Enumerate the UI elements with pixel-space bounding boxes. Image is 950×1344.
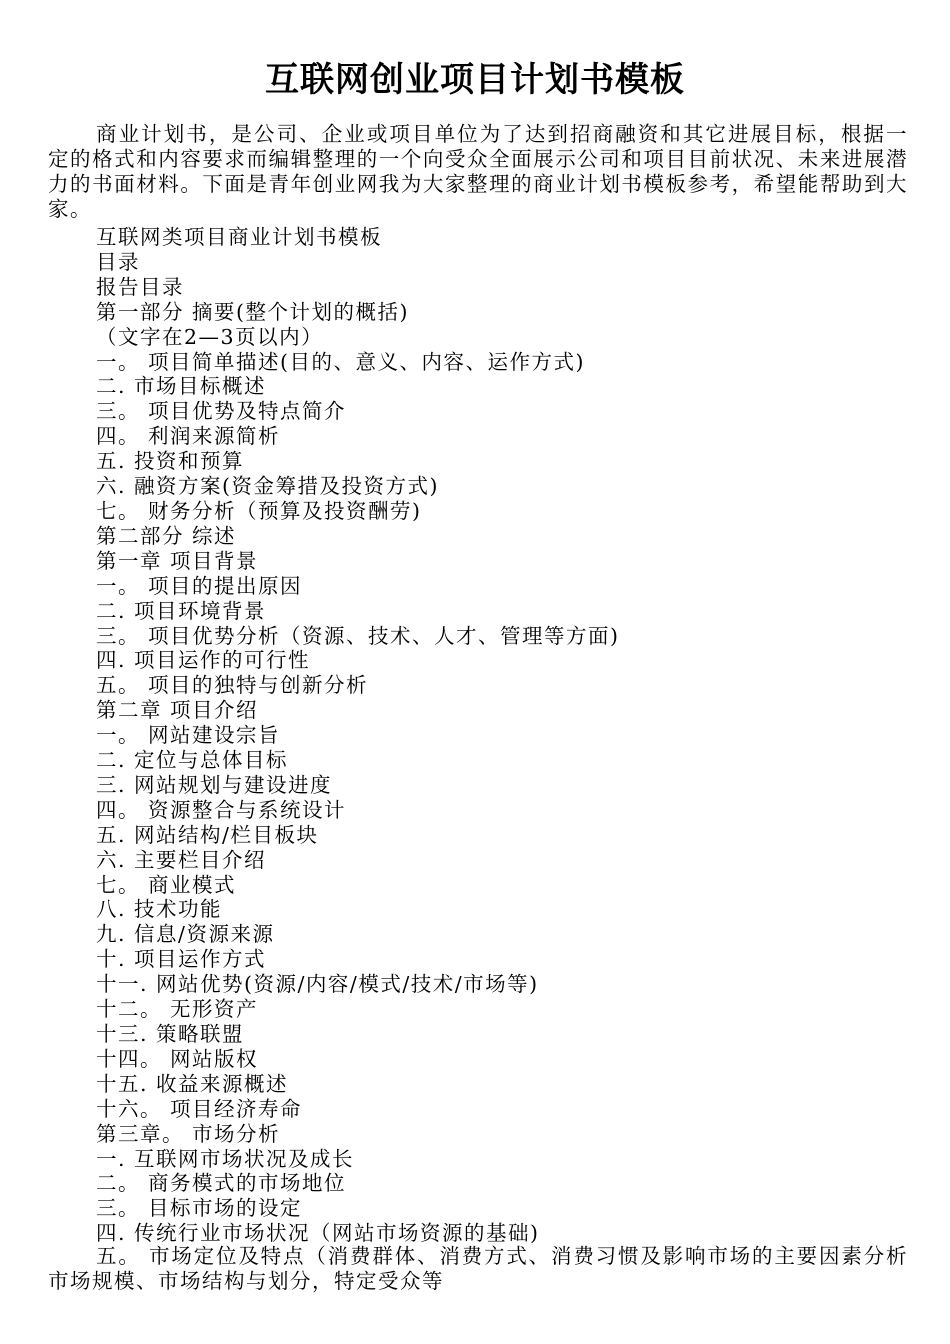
toc-line: 第一部分 摘要(整个计划的概括) bbox=[96, 299, 410, 324]
toc-line: 目录 bbox=[96, 249, 140, 274]
toc-line: 第三章。 市场分析 bbox=[96, 1121, 281, 1146]
toc-line: 四。 资源整合与系统设计 bbox=[96, 797, 347, 822]
toc-line: 第二部分 综述 bbox=[96, 523, 237, 548]
table-of-contents bbox=[96, 225, 916, 1246]
toc-line: 四. 传统行业市场状况（网站市场资源的基础) bbox=[96, 1221, 540, 1246]
toc-line: 三。 项目优势及特点简介 bbox=[96, 399, 347, 424]
toc-line: 七。 商业模式 bbox=[96, 872, 237, 897]
toc-line: 一。 项目简单描述(目的、意义、内容、运作方式) bbox=[96, 349, 586, 374]
toc-line: 二. 项目环境背景 bbox=[96, 598, 267, 623]
toc-line: 四. 项目运作的可行性 bbox=[96, 648, 311, 673]
toc-line: 九. 信息/资源来源 bbox=[96, 922, 275, 947]
toc-line: 四。 利润来源简析 bbox=[96, 424, 281, 449]
toc-line: 十. 项目运作方式 bbox=[96, 947, 267, 972]
toc-line: 二。 商务模式的市场地位 bbox=[96, 1171, 347, 1196]
toc-line: （文字在2—3页以内） bbox=[96, 324, 324, 349]
toc-line: 八. 技术功能 bbox=[96, 897, 223, 922]
toc-line: 十二。 无形资产 bbox=[96, 997, 259, 1022]
toc-line: 七。 财务分析（预算及投资酬劳) bbox=[96, 498, 422, 523]
toc-line: 六. 主要栏目介绍 bbox=[96, 847, 267, 872]
toc-line: 一. 互联网市场状况及成长 bbox=[96, 1146, 355, 1171]
toc-line: 三. 网站规划与建设进度 bbox=[96, 772, 333, 797]
toc-line: 六. 融资方案(资金筹措及投资方式) bbox=[96, 474, 440, 499]
toc-line: 十四。 网站版权 bbox=[96, 1046, 259, 1071]
toc-line: 第一章 项目背景 bbox=[96, 548, 259, 573]
toc-line: 报告目录 bbox=[96, 274, 184, 299]
toc-line: 五. 投资和预算 bbox=[96, 449, 245, 474]
toc-line: 一。 网站建设宗旨 bbox=[96, 723, 281, 748]
toc-line: 第二章 项目介绍 bbox=[96, 698, 259, 723]
toc-line: 十五. 收益来源概述 bbox=[96, 1071, 289, 1096]
toc-line: 五. 网站结构/栏目板块 bbox=[96, 822, 319, 847]
toc-line: 三。 项目优势分析（资源、技术、人才、管理等方面) bbox=[96, 623, 620, 648]
market-positioning-paragraph: 五。 市场定位及特点（消费群体、消费方式、消费习惯及影响市场的主要因素分析市场规模、市场结构与划分，特定受众等 bbox=[48, 1244, 908, 1293]
document-title: 互联网创业项目计划书模板 bbox=[265, 60, 685, 100]
toc-line: 互联网类项目商业计划书模板 bbox=[96, 225, 382, 249]
toc-line: 十六。 项目经济寿命 bbox=[96, 1096, 303, 1121]
toc-line: 十一. 网站优势(资源/内容/模式/技术/市场等) bbox=[96, 972, 539, 997]
toc-line: 三。 目标市场的设定 bbox=[96, 1196, 303, 1221]
toc-line: 十三. 策略联盟 bbox=[96, 1022, 245, 1046]
toc-line: 五。 项目的独特与创新分析 bbox=[96, 673, 369, 698]
toc-line: 二. 定位与总体目标 bbox=[96, 748, 289, 773]
intro-paragraph: 商业计划书，是公司、企业或项目单位为了达到招商融资和其它进展目标，根据一定的格式和内容要求而编辑整理的一个向受众全面展示公司和项目目前状况、未来进展潜力的书面材料。下面是青年创业网我为大家整理的商业计划书模板参考，希望能帮助到大家。 bbox=[48, 122, 908, 221]
toc-line: 一。 项目的提出原因 bbox=[96, 573, 303, 598]
toc-line: 二. 市场目标概述 bbox=[96, 374, 267, 399]
